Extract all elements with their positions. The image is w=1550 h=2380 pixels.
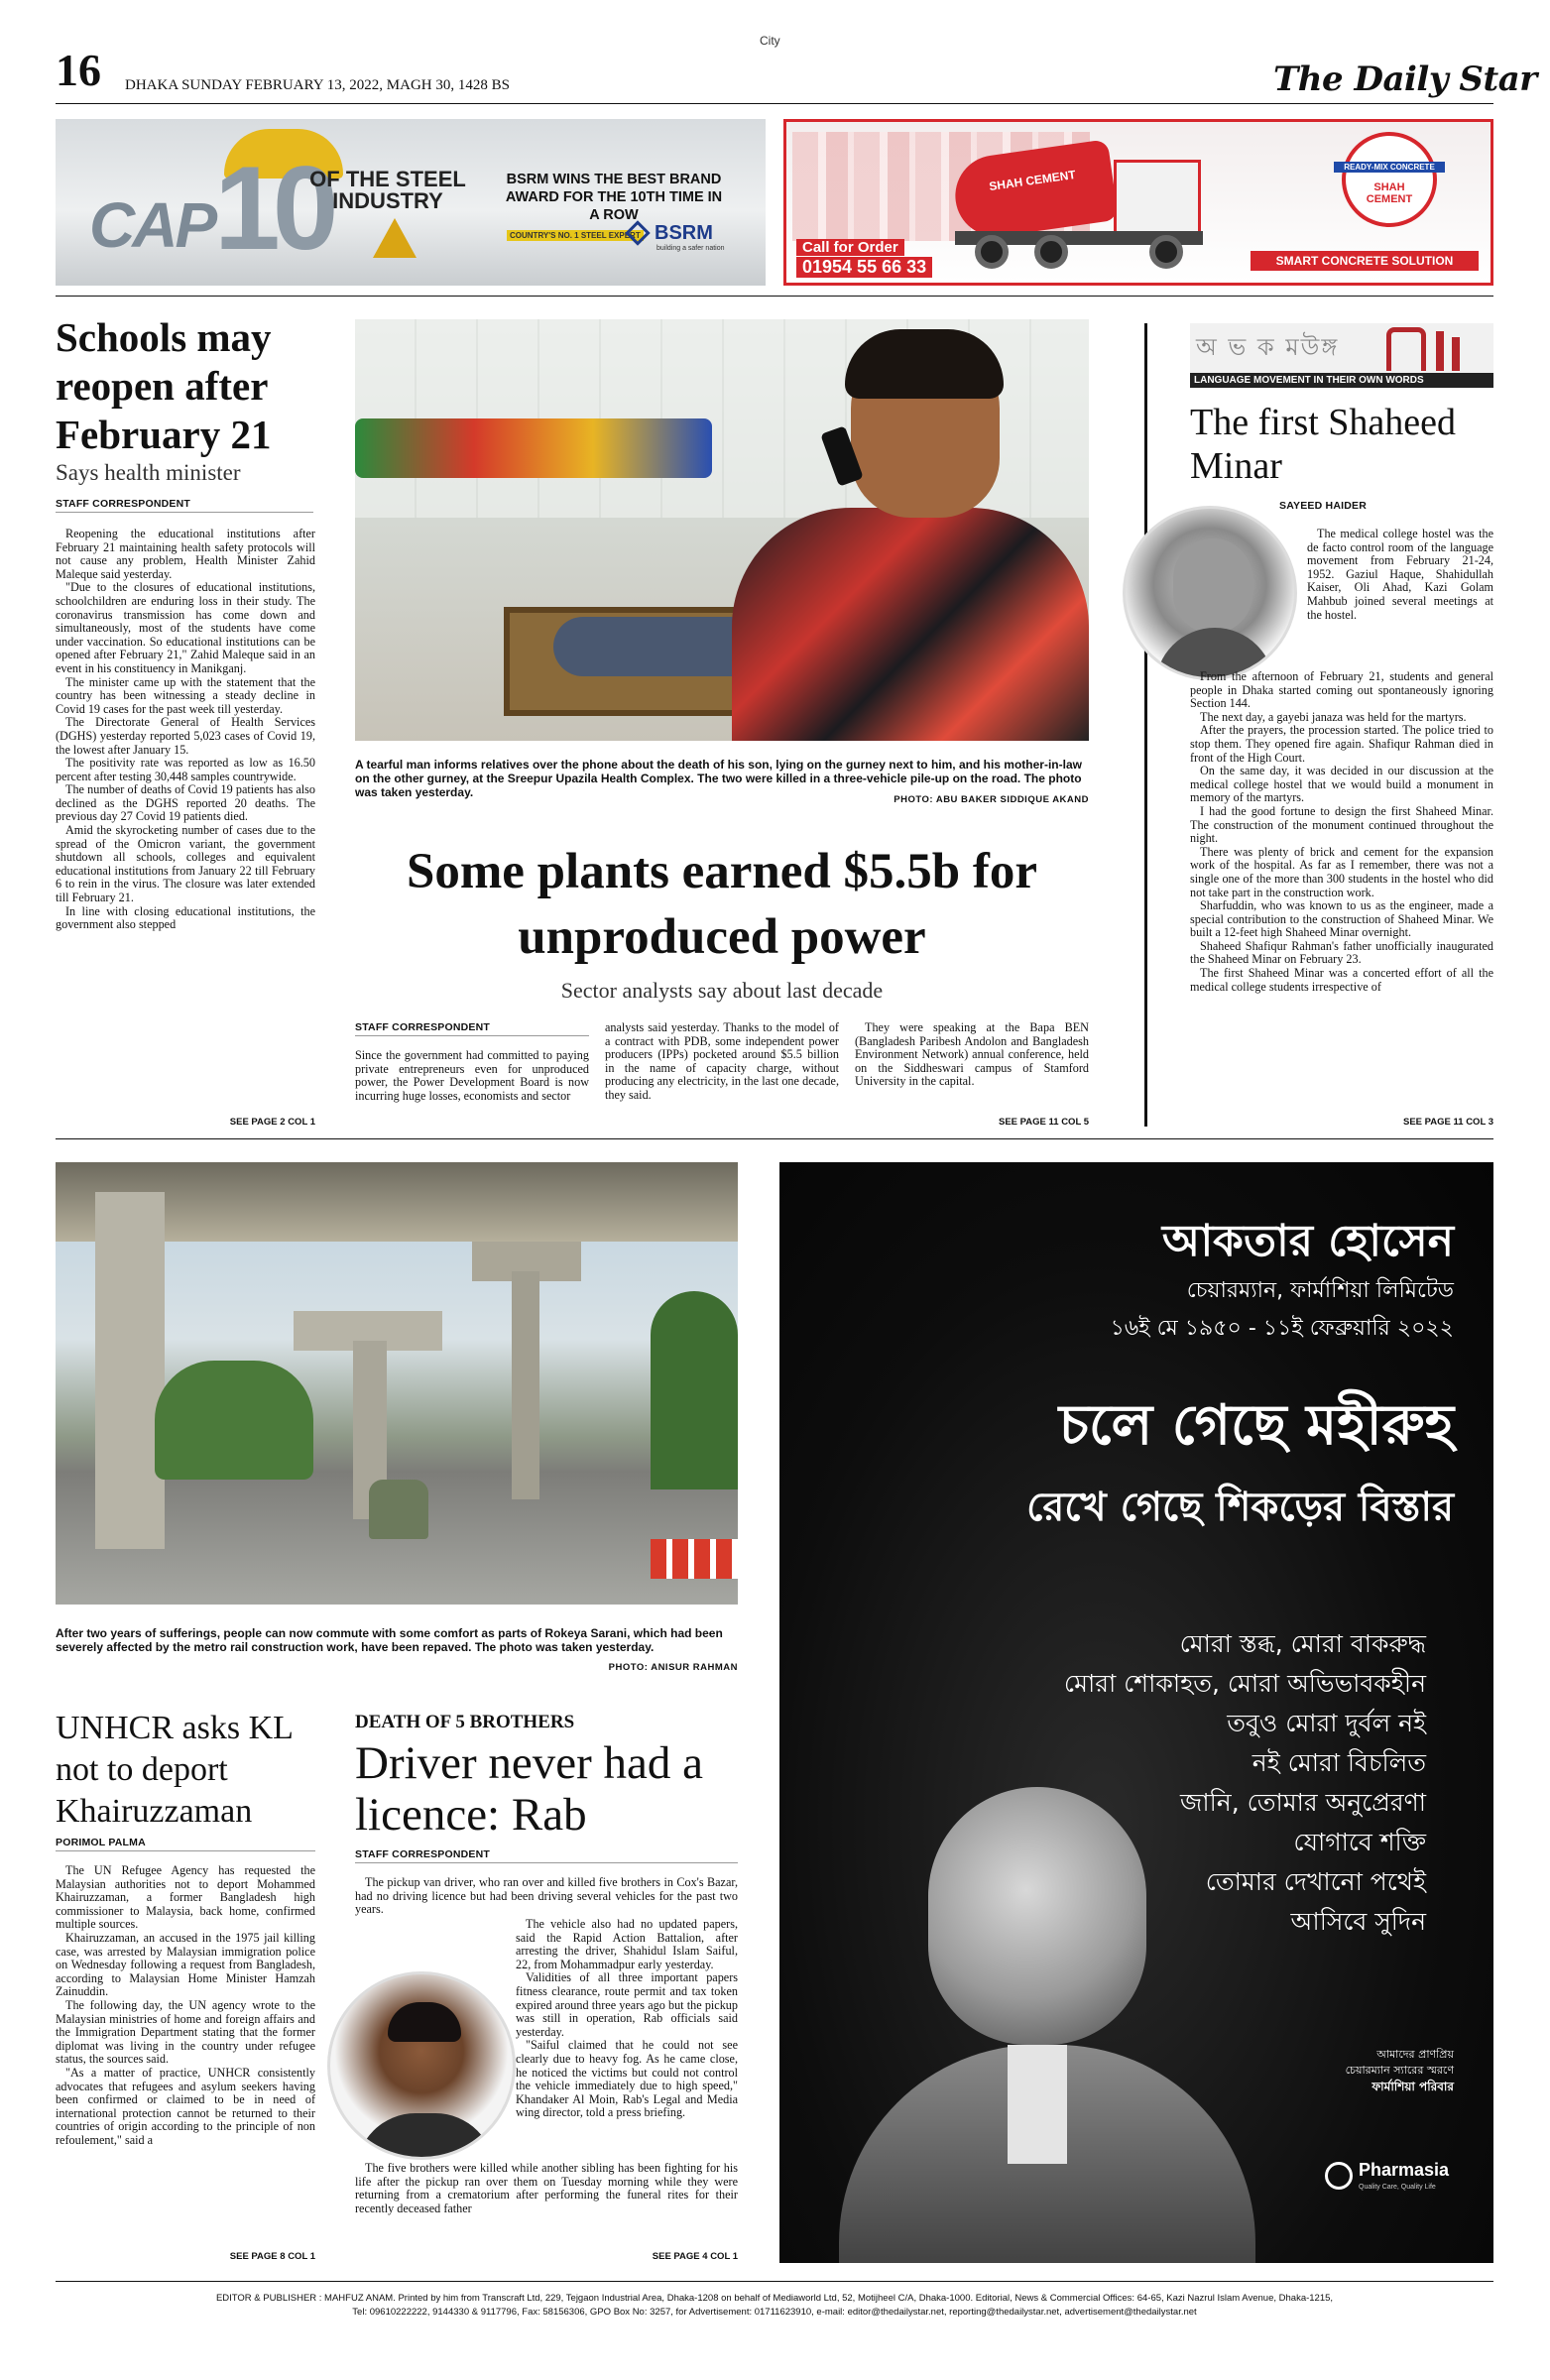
pharmasia-brand: Pharmasia (1359, 2160, 1450, 2180)
para: The pickup van driver, who ran over and killed five brothers in Cox's Bazar, had no driving licence but had been driving several vehicles for the past two years. (355, 1875, 738, 1917)
byline-unhcr: PORIMOL PALMA (56, 1837, 315, 1851)
para: The next day, a gayebi janaza was held for the martyrs. (1200, 709, 1467, 724)
sign-line: আমাদের প্রাণপ্রিয় (1376, 2048, 1454, 2061)
ad-shah-solution: SMART CONCRETE SOLUTION (1251, 251, 1479, 271)
para: "Due to the closures of educational institutions, schoolchildren are enduring loss in their study. The coronavirus transmission has come down and simultaneously, most of the students have come under vaccination. So educational institutions can be opened after February 21," Zahid Maleque said in an event in his constituency in Manikganj. (56, 580, 315, 675)
subhead-power: Sector analysts say about last decade (560, 978, 884, 1003)
shah-badge (1342, 132, 1437, 227)
ad-bsrm-ten: 10 (214, 142, 331, 275)
ad-pharmasia[interactable] (779, 1162, 1493, 2263)
portrait-haider[interactable] (1123, 506, 1297, 680)
body-power-col2 (605, 1021, 839, 1103)
body-driver-bottom (355, 2162, 738, 2249)
pharmasia-logo-icon (1325, 2162, 1353, 2190)
man-shirt (732, 508, 1089, 741)
credit-hospital: PHOTO: ABU BAKER SIDDIQUE AKAND (894, 794, 1089, 805)
obit-headline-1: চলে গেছে মহীরুহ (1058, 1393, 1454, 1458)
para: On the same day, it was decided in our discussion at the medical college hostel that we would build a monument in memory of the martyrs. (1190, 764, 1493, 805)
column-rule (1144, 323, 1147, 1127)
badge-top: READY-MIX CONCRETE (1334, 162, 1445, 173)
trees (155, 1361, 313, 1480)
body-driver-top (355, 1876, 738, 1917)
series-label: LANGUAGE MOVEMENT IN THEIR OWN WORDS (1190, 373, 1493, 388)
obit-dates: ১৬ই মে ১৯৫০ - ১১ই ফেব্রুয়ারি ২০২২ (1110, 1316, 1454, 1341)
bsrm-logo-icon (625, 220, 650, 245)
para: The five brothers were killed while another sibling has been fighting for his life after the pickup ran over them on Tuesday morning while they were returning from a crematorium after performing the funeral rites for their recently deceased father (355, 2162, 738, 2215)
headline-minar[interactable]: The first Shaheed Minar (1190, 402, 1457, 487)
pillar (95, 1192, 165, 1549)
man-hair (845, 329, 1004, 399)
para: The vehicle also had no updated papers, said the Rapid Action Battalion, after arresting the driver, Shahidul Islam Saiful, 22, from Mohammadpur early yesterday. (516, 1918, 738, 1971)
para: Shaheed Shafiqur Rahman's father unofficially inaugurated the Shaheed Minar on February 23. (1190, 938, 1493, 967)
para: Khairuzzaman, an accused in the 1975 jail killing case, was arrested by Malaysian immigration police on Wednesday following a request from Bangladesh, according to Malaysian Home Minister Hamzah Zainuddin. (56, 1930, 315, 1999)
poem-line: তবুও মোরা দুর্বল নই (1227, 1709, 1426, 1737)
body-minar-main (1190, 670, 1493, 1113)
jump-schools[interactable]: SEE PAGE 2 COL 1 (229, 1117, 315, 1128)
mid-rule (56, 1138, 1493, 1139)
jump-unhcr[interactable]: SEE PAGE 8 COL 1 (229, 2251, 315, 2262)
para: Validities of all three important papers fitness clearance, route permit and tax token expired around three years ago but the pickup was still in operation, Rab officials said yesterday. (516, 1970, 738, 2039)
caption-road: After two years of sufferings, people can now commute with some comfort as parts of Rokeya Sarani, which had been severely affected by the metro rail construction work, have been repaved. The photo was taken yesterday. (56, 1626, 723, 1654)
jump-power[interactable]: SEE PAGE 11 COL 5 (999, 1117, 1089, 1128)
caption-hospital: A tearful man informs relatives over the phone about the death of his son, lying on the gurney next to him, and his mother-in-law on the other gurney, at the Sreepur Upazila Health Complex. The two were killed in a three-vehicle pile-up on the road. The photo was taken yesterday. (355, 758, 1082, 799)
poem-line: যোগাবে শক্তি (1293, 1828, 1426, 1856)
pillar (512, 1271, 539, 1499)
para: Reopening the educational institutions after February 21 maintaining health safety protocols will not cause any problem, Health Minister Zahid Maleque said yesterday. (56, 528, 315, 581)
para: The number of deaths of Covid 19 patients has also declined as the DGHS reported 20 deaths. The previous day 27 Covid 19 patients died. (56, 782, 315, 824)
para: Amid the skyrocketing number of cases due to the spread of the Omicron variant, the government shutdown all schools, colleges and equivalent educational institutions from January 22 till February 6 to rein in the virus. The closure was later extended till February 21. (56, 823, 315, 905)
page-number: 16 (56, 45, 101, 95)
masthead-logo: The Daily Star (1273, 60, 1537, 99)
poem-line: জানি, তোমার অনুপ্রেরণা (1180, 1788, 1426, 1817)
headline-power[interactable]: Some plants earned $5.5b for unproduced power (406, 844, 1038, 965)
footer-imprint-2: Tel: 09610222222, 9144330 & 9117796, Fax: 58156306, GPO Box No: 3257, for Advertisement: 01711623910, e-mail: editor@thedailystar.net, reporting@thedailystar.net, advertisement@thedailystar.net (352, 2307, 1197, 2318)
sign-line: চেয়ারম্যান স্যারের স্মরণে (1345, 2064, 1454, 2077)
para: In line with closing educational institutions, the government also stepped (56, 903, 315, 932)
trees (651, 1291, 738, 1489)
series-banner (1190, 323, 1493, 389)
para: They were speaking at the Bapa BEN (Bangladesh Paribesh Andolon and Bangladesh Environment Network) annual conference, held on the Siddheswari campus of Stamford University in the capital. (855, 1020, 1089, 1089)
ad-bsrm-of-steel: OF THE STEEL INDUSTRY (309, 167, 466, 213)
gurney-top (355, 418, 712, 478)
body-power-col3 (855, 1021, 1089, 1089)
ad-shah-phone[interactable]: 01954 55 66 33 (796, 257, 932, 278)
byline-schools: STAFF CORRESPONDENT (56, 498, 313, 513)
obit-title: চেয়ারম্যান, ফার্মাশিয়া লিমিটেড (1186, 1278, 1454, 1303)
dateline: DHAKA SUNDAY FEBRUARY 13, 2022, MAGH 30, 1428 BS (125, 77, 510, 93)
poem-line: আসিবে সুদিন (1290, 1907, 1426, 1936)
para: The UN Refugee Agency has requested the Malaysian authorities not to deport Mohammed Khairuzzaman, a former Bangladesh high commissioner to Malaysia, back home, confirmed multiple sources. (56, 1864, 315, 1932)
truck-label: SHAH CEMENT (988, 167, 1077, 194)
headline-unhcr[interactable]: UNHCR asks KL not to deport Khairuzzaman (56, 1710, 293, 1830)
photo-hospital[interactable] (355, 319, 1089, 741)
kicker-driver: DEATH OF 5 BROTHERS (355, 1712, 575, 1732)
jump-driver[interactable]: SEE PAGE 4 COL 1 (652, 2251, 738, 2262)
poem-line: তোমার দেখানো পথেই (1205, 1867, 1426, 1896)
road-barrier (651, 1539, 738, 1579)
ad-shah-call: Call for Order (796, 239, 904, 256)
portrait-driver[interactable] (327, 1971, 516, 2160)
para: From the afternoon of February 21, students and general people in Dhaka started coming out spontaneously ignoring Section 144. (1190, 670, 1493, 711)
ad-bsrm-cap: CAP (89, 189, 215, 261)
poem-line: নই মোরা বিচলিত (1252, 1748, 1426, 1777)
para: The following day, the UN agency wrote to the Malaysian ministries of home and foreign affairs and the Immigration Department stating that the former diplomat was living in the country under refugee status, the sources said. (56, 1997, 315, 2067)
para: analysts said yesterday. Thanks to the model of a contract with PDB, some independent power producers (IPPs) pocketed around $5.5 billion in the name of capacity charge, without producing any electricity, in the last one decade, they said. (605, 1020, 839, 1102)
body-driver-side (516, 1918, 738, 2160)
obit-name: আকতার হোসেন (1161, 1216, 1454, 1266)
obit-headline-2: রেখে গেছে শিকড়ের বিস্তার (1026, 1485, 1454, 1530)
poem-line: মোরা স্তব্ধ, মোরা বাকরুদ্ধ (1179, 1629, 1426, 1658)
credit-road: PHOTO: ANISUR RAHMAN (608, 1662, 738, 1673)
mixer-truck-icon (955, 140, 1213, 269)
para: Sharfuddin, who was known to us as the engineer, made a special contribution to the construction of Shaheed Minar. We built a 12-feet high Shaheed Minar overnight. (1190, 898, 1493, 940)
byline-minar: SAYEED HAIDER (1279, 500, 1367, 512)
pharmasia-brand-sub: Quality Care, Quality Life (1359, 2184, 1436, 2191)
headline-driver[interactable]: Driver never had a licence: Rab (355, 1737, 704, 1841)
jump-minar[interactable]: SEE PAGE 11 COL 3 (1403, 1117, 1493, 1128)
body-schools (56, 528, 315, 1115)
ad-bsrm[interactable] (56, 119, 766, 286)
para: "As a matter of practice, UNHCR consistently advocates that refugees and asylum seekers having been confirmed or claimed to be in need of international protection cannot be returned to their countries of origin according to the principle of non refoulement," said a (56, 2065, 315, 2147)
footer-rule (56, 2281, 1493, 2282)
para: "Saiful claimed that he could not see clearly due to heavy fog. As he came close, he noticed the victims but could not control the vehicle immediately due to high speed," Khandaker Al Moin, Rab's Legal and Media wing director, told a press briefing. (516, 2038, 738, 2120)
para: After the prayers, the procession started. The police tried to stop them. They opened fire again. Shafiqur Rahman died in front of the High Court. (1190, 723, 1493, 765)
para: There was plenty of brick and cement for the expansion work of the hospital. As far as I remember, there was not a single one of the more than 300 students in the hostel who did not take part in the construction work. (1190, 844, 1493, 899)
header-rule (56, 103, 1493, 104)
para: The medical college hostel was the de facto control room of the language movement from February 21-24, 1952. Gaziul Haque, Shahidullah Kaiser, Oli Ahad, Kazi Golam Mahbub joined several meetings at the hostel. (1307, 527, 1493, 622)
byline-power: STAFF CORRESPONDENT (355, 1021, 589, 1036)
byline-driver: STAFF CORRESPONDENT (355, 1848, 738, 1863)
cng-auto (369, 1480, 428, 1539)
para: The first Shaheed Minar was a concerted effort of all the medical college students irrespective of (1190, 966, 1493, 994)
ad-bsrm-tagline: COUNTRY'S NO. 1 STEEL EXPERT (507, 230, 644, 241)
para: The Directorate General of Health Services (DGHS) yesterday reported 5,023 cases of Covid 19, the lowest after January 15. (56, 715, 315, 757)
ad-bsrm-award: BSRM WINS THE BEST BRAND AWARD FOR THE 10TH TIME IN A ROW (505, 172, 723, 223)
section-label: City (760, 34, 780, 48)
series-bn-text: অ ভ ক মউঙ্গ (1196, 333, 1340, 361)
ad-bottom-rule (56, 296, 1493, 297)
ad-shah-cement[interactable] (783, 119, 1493, 286)
para: The minister came up with the statement that the country has been witnessing a steady decline in Covid 19 cases for the past week till yesterday. (56, 674, 315, 716)
badge-brand: SHAH CEMENT (1366, 181, 1413, 205)
minar-icon (1386, 327, 1426, 371)
para: The positivity rate was reported as low as 16.50 percent after testing 30,448 samples countrywide. (56, 756, 315, 783)
footer-imprint-1: EDITOR & PUBLISHER : MAHFUZ ANAM. Printed by him from Transcraft Ltd, 229, Tejgaon Industrial Area, Dhaka-1208 on behalf of Mediaworld Ltd, 52, Motijheel C/A, Dhaka-1000. Editorial, News & Commercial Offices: 64-65, Kazi Nazrul Islam Avenue, Dhaka-1215, (215, 2293, 1334, 2304)
ad-bsrm-brand: BSRM (655, 222, 713, 244)
body-minar-top (1307, 528, 1493, 622)
sign-line: ফার্মাশিয়া পরিবার (1371, 2080, 1454, 2093)
ad-bsrm-brand-sub: building a safer nation (656, 245, 725, 252)
subhead-schools: Says health minister (56, 460, 241, 485)
body-unhcr (56, 1864, 315, 2249)
headline-schools[interactable]: Schools may reopen after February 21 (56, 314, 272, 457)
body-power-col1 (355, 1049, 589, 1103)
portrait-akhtar (839, 1767, 1255, 2263)
obit-sign (1236, 2047, 1454, 2094)
photo-road[interactable] (56, 1162, 738, 1605)
para: I had the good fortune to design the first Shaheed Minar. The construction of the monument continued throughout the night. (1190, 803, 1493, 846)
trophy-icon (373, 218, 417, 258)
para: Since the government had committed to paying private entrepreneurs even for unproduced power, the Power Development Board is now incurring huge losses, economists and sector (355, 1048, 589, 1103)
poem-line: মোরা শোকাহত, মোরা অভিভাবকহীন (1063, 1669, 1426, 1698)
